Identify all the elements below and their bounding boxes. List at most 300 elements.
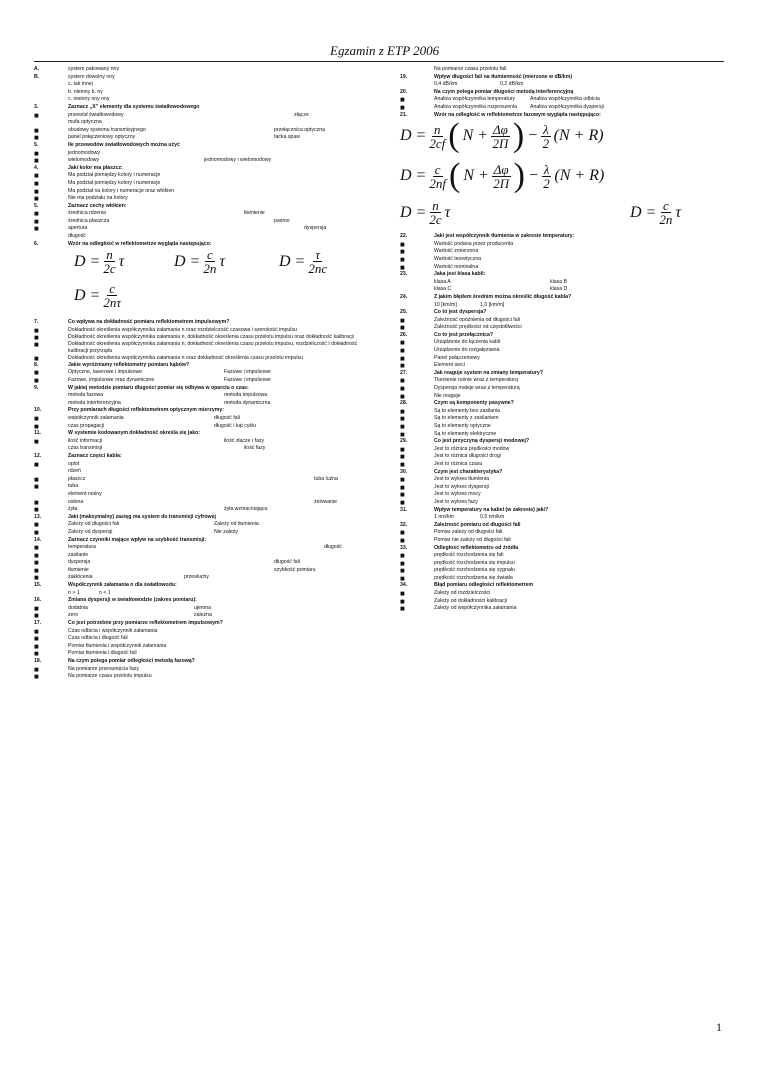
question-line <box>34 319 372 327</box>
item-text: Są to elementy optyczne <box>434 423 491 429</box>
item-marker: ■ <box>400 347 405 355</box>
answer-line <box>34 341 372 355</box>
item-text-col2: Fazowe i impulsowe <box>224 369 271 376</box>
answer-line <box>34 423 372 431</box>
item-text: czas transmisji <box>68 445 103 452</box>
item-marker: ■ <box>400 263 405 272</box>
item-marker: ■ <box>34 483 39 491</box>
answer-line <box>34 438 372 446</box>
phase-formula-1: D = $\frac{n}{2cf}$ ( N + $\frac{\Delta\varphi}{2\Pi}$ ) − $\frac{\lambda}{2}$ (N + R) <box>400 117 604 155</box>
item-marker: ■ <box>34 551 39 560</box>
question-line <box>400 309 738 317</box>
answer-line <box>34 415 372 423</box>
answer-line <box>400 81 738 89</box>
item-marker: 17. <box>34 620 42 627</box>
question-line <box>400 74 738 82</box>
item-text: długość <box>68 233 86 240</box>
answer-line <box>34 483 372 491</box>
answer-line <box>400 537 738 545</box>
answer-line <box>34 195 372 203</box>
answer-line <box>400 96 738 104</box>
answer-line <box>400 355 738 363</box>
item-marker: ■ <box>34 149 39 158</box>
item-marker: ■ <box>34 369 39 378</box>
answer-line <box>400 415 738 423</box>
item-text: Wpływ temperatury na kabel (w zakresie) jaki? <box>434 506 549 513</box>
answer-line <box>34 66 372 74</box>
item-text-col2: zależna <box>194 612 212 619</box>
question-line <box>34 362 372 370</box>
question-line <box>34 582 372 590</box>
item-text: Wartość zmierzona <box>434 248 479 255</box>
item-text-col2: Nie zależy <box>214 528 238 535</box>
question-line <box>34 597 372 605</box>
item-marker: ■ <box>400 552 405 560</box>
answer-line <box>400 256 738 264</box>
item-text-col2: tłumienie <box>244 210 265 217</box>
item-marker: ■ <box>34 437 39 446</box>
item-text: obudowy systemu transmisyjnego <box>68 126 146 133</box>
item-marker: 30. <box>400 468 408 475</box>
item-marker: ■ <box>400 354 405 363</box>
item-text: rdzeń <box>68 468 81 475</box>
answer-line <box>34 567 372 575</box>
item-text: Co to jest dyspersja? <box>434 309 487 316</box>
answer-line <box>34 327 372 334</box>
item-marker: ■ <box>34 187 39 196</box>
item-text: Zależność pomiaru od długości fali <box>434 521 521 528</box>
answer-line <box>34 590 372 598</box>
item-text: Ma podział pomiędzy kolory i numeracje <box>68 172 161 179</box>
answer-line <box>34 605 372 613</box>
item-marker: ■ <box>400 574 405 583</box>
item-text: Jaka jest klasa kabli: <box>434 271 486 278</box>
item-text-col2: metoda dynamiczna <box>224 399 271 406</box>
answer-line <box>34 180 372 188</box>
item-marker: B. <box>34 73 40 80</box>
item-text: prędkość rozchodzenia się światła <box>434 574 513 581</box>
question-line <box>400 522 738 530</box>
item-text: prędkość rozchodzenia się fali <box>434 552 504 559</box>
item-marker: 15. <box>34 582 42 589</box>
item-marker: ■ <box>34 506 39 514</box>
answer-line <box>400 423 738 431</box>
item-text: Pomiar nie zależy od długości fali <box>434 536 511 543</box>
answer-line <box>34 355 372 362</box>
answer-line <box>400 339 738 347</box>
item-text: Optyczne, laserowe i impulsowe <box>68 369 143 376</box>
item-text: Co jest przyczyną dyspersji modowej? <box>434 438 530 445</box>
phase-formula-3: D = $\frac{n}{2c}$ τ D = $\frac{c}{2n}$ τ <box>400 198 682 228</box>
item-text: Zależy od rozdzielczości <box>434 590 491 597</box>
answer-line <box>400 104 738 112</box>
item-text: Na czym polega pomiar odległości metodą fazową? <box>68 658 195 664</box>
item-marker: 28. <box>400 400 408 407</box>
item-text: mufa optyczna <box>68 119 102 126</box>
item-marker: 19. <box>400 73 408 80</box>
item-text: n > 1 <box>68 589 80 596</box>
answer-line <box>34 127 372 135</box>
item-marker: ■ <box>34 673 39 681</box>
item-marker: 7. <box>34 319 39 326</box>
item-text: temperatura <box>68 544 96 551</box>
item-text-col2: klasa D <box>550 286 568 293</box>
item-text: Wartość podana przez producenta <box>434 240 514 247</box>
answer-line <box>400 324 738 332</box>
item-text-col2: tuba luźna <box>314 475 338 482</box>
answer-line <box>34 377 372 385</box>
question-line <box>34 430 372 438</box>
item-text: Błąd pomiaru odległości reflektometrem <box>434 582 534 589</box>
question-line <box>400 469 738 477</box>
item-marker: ■ <box>34 475 39 484</box>
item-text-col2: dyspersja <box>304 225 327 232</box>
item-text-col2: ujemna <box>194 604 212 611</box>
answer-line <box>34 74 372 82</box>
item-text: Wzór na odległość w reflektometrze wygląda następująco: <box>68 240 212 247</box>
answer-line <box>34 650 372 658</box>
answer-line <box>400 461 738 469</box>
item-text: Na czym polega pomiar długości metodą interferencyjną <box>434 88 574 95</box>
answer-line <box>34 461 372 469</box>
item-marker: ■ <box>400 103 405 112</box>
header-rule <box>34 61 724 62</box>
item-text: Czym są komponenty pasywne? <box>434 400 514 407</box>
item-marker: ■ <box>34 340 39 349</box>
question-line <box>400 89 738 97</box>
item-text-col2: długość <box>324 544 342 551</box>
item-marker: ■ <box>34 354 39 362</box>
item-text: Czym jest charakterystyka? <box>434 468 503 475</box>
item-text-col2: tacka spaw <box>274 134 300 141</box>
answer-line <box>34 673 372 681</box>
item-text: Jest to wykres dyspersji <box>434 483 489 490</box>
right-column <box>400 66 738 613</box>
item-marker: ■ <box>34 574 39 583</box>
answer-line <box>34 392 372 400</box>
item-marker: ■ <box>400 96 405 104</box>
answer-line <box>400 552 738 560</box>
item-text: Jest to wykres tłumienia <box>434 476 490 483</box>
item-text-col2: ilość fazy <box>244 445 266 452</box>
answer-line <box>34 96 372 104</box>
item-text: Jest to różnica czasu <box>434 460 483 467</box>
answer-line <box>34 635 372 643</box>
item-text: element nośny <box>68 490 102 497</box>
item-text-col2: długość fali <box>214 415 240 421</box>
item-text: tuba <box>68 483 79 490</box>
answer-line <box>400 484 738 492</box>
item-marker: 29. <box>400 438 408 445</box>
question-line <box>34 385 372 393</box>
question-line <box>34 658 372 666</box>
answer-line <box>34 225 372 233</box>
item-marker: 27. <box>400 369 408 376</box>
item-marker: ■ <box>34 111 39 120</box>
item-marker: ■ <box>34 521 39 529</box>
answer-line <box>400 286 738 294</box>
item-text: Pomiar tłumienia i długość fali <box>68 650 137 657</box>
item-text-col2: jednomodowy i wielomodowy <box>204 157 272 164</box>
formula-b: D = $\frac{c}{2n}$ τ <box>174 247 226 277</box>
question-line <box>34 537 372 545</box>
answer-line <box>34 150 372 158</box>
item-marker: ■ <box>400 453 405 461</box>
answer-line <box>400 590 738 598</box>
answer-line <box>34 666 372 674</box>
item-text: Na pomiarze czasu przelotu impulsu <box>68 673 152 680</box>
item-marker: ■ <box>400 483 405 492</box>
item-text: Ile przewodów światłowodowych można użyć <box>68 141 180 148</box>
item-text: Na pomiarze czasu przelotu fali <box>434 66 507 72</box>
item-marker: ■ <box>34 544 39 552</box>
item-text: żyła <box>68 506 78 513</box>
item-marker: ■ <box>34 650 39 658</box>
item-text: Odległość reflektometru od źródła <box>434 544 519 551</box>
item-marker: ■ <box>34 604 39 613</box>
item-marker: ■ <box>34 157 39 165</box>
answer-line <box>34 529 372 537</box>
item-text-col2: Fazowe i impulsowe <box>224 377 271 384</box>
item-text: Dokładność określenia współczynnika załamania n oraz dokładność określenia czasu przelotu impulsu <box>68 354 304 361</box>
item-marker: ■ <box>34 415 39 423</box>
question-line <box>400 400 738 408</box>
answer-line <box>34 574 372 582</box>
item-marker: ■ <box>34 126 39 135</box>
item-text-col2: metoda impulsowa <box>224 392 268 399</box>
answer-line <box>34 134 372 142</box>
item-marker: ■ <box>34 566 39 575</box>
answer-line <box>34 112 372 120</box>
item-marker: ■ <box>34 460 39 469</box>
item-marker: 6. <box>34 240 39 247</box>
question-line <box>400 582 738 590</box>
item-text: Jest to wykres mocy <box>434 491 481 498</box>
item-marker: ■ <box>400 491 405 499</box>
item-text: Urządzenie do łączenia kabli <box>434 339 501 346</box>
item-text: zakłócenia <box>68 574 93 581</box>
answer-line <box>400 362 738 370</box>
answer-line <box>400 453 738 461</box>
item-text: klasa C <box>434 286 452 293</box>
item-text-col2: ilość złącze i fazy <box>224 437 265 444</box>
item-marker: ■ <box>400 407 405 416</box>
formula-c: D = $\frac{\tau}{2nc}$ <box>279 247 328 277</box>
item-marker: ■ <box>34 217 39 226</box>
answer-line <box>34 119 372 127</box>
item-marker: ■ <box>400 324 405 332</box>
item-text: metoda interferencyjna <box>68 399 121 406</box>
item-text-col2: pasmo <box>274 217 290 224</box>
question-line <box>400 370 738 378</box>
item-marker: ■ <box>400 536 405 545</box>
item-marker: ■ <box>400 597 405 606</box>
item-text: Zaznacz czynniki mające wpływ na szybkość transmisji: <box>68 536 207 543</box>
item-text-col2: Zależy od tłumienia <box>214 521 259 528</box>
item-text: przewód światłowodowy <box>68 111 124 118</box>
answer-line <box>400 377 738 385</box>
item-text: Jest to różnica prędkości modów <box>434 445 510 452</box>
answer-line <box>34 544 372 552</box>
item-marker: ■ <box>400 392 405 401</box>
item-text: Zmiana dyspersji w światłowodzie (zakres pomiaru): <box>68 597 197 604</box>
answer-line <box>34 628 372 636</box>
item-text: Wartość nominalna <box>434 263 479 270</box>
item-text: 1 nm/km <box>434 514 454 521</box>
item-marker: ■ <box>400 255 405 264</box>
item-text: Czas odbicia i długość fali <box>68 635 128 642</box>
answer-line <box>400 476 738 484</box>
item-text: Co to jest przełącznica? <box>434 331 494 338</box>
item-marker: 20. <box>400 88 408 95</box>
item-text: tłumienie <box>68 566 89 573</box>
item-marker: ■ <box>34 172 39 180</box>
answer-line <box>400 575 738 583</box>
item-text-col2: żelowanie <box>314 498 338 505</box>
item-marker: 18. <box>34 658 42 664</box>
answer-line <box>400 529 738 537</box>
item-marker: ■ <box>34 635 39 643</box>
item-text: Dyspersja maleje wraz z temperaturą <box>434 385 520 392</box>
item-text: W systemie kodowanym dokładność określa się jako: <box>68 430 201 437</box>
item-text: Jest to wykres fazy <box>434 498 478 505</box>
answer-line <box>400 347 738 355</box>
item-text: Zaznacz „X” elementy dla systemu światłowodowego <box>68 103 200 110</box>
item-text: Panel połączeniowy <box>434 354 480 361</box>
distance-formula-d: D = $\frac{c}{2n\tau}$ <box>74 281 122 311</box>
item-text: Są to elementy elektryczne <box>434 430 497 437</box>
item-marker: 31. <box>400 506 408 513</box>
item-text-col2: Analiza współczynnika dyspersji <box>530 103 604 110</box>
item-text: płaszcz <box>68 475 86 482</box>
question-line <box>400 438 738 446</box>
item-marker: ■ <box>34 225 39 234</box>
question-line <box>400 507 738 515</box>
item-marker: ■ <box>34 195 39 203</box>
item-text: Dokładność określenia współczynnika załamania n, dokładność określenia czasu przelotu impulsu, rozdzielczość i dokładność kalibracji przyrządu <box>68 340 358 354</box>
question-line <box>34 142 372 150</box>
item-marker: ■ <box>400 240 405 249</box>
item-text: Ma podział na kolory i numeracje oraz włókien <box>68 187 175 194</box>
item-text: Zależność prędkości od częstotliwości <box>434 324 522 331</box>
item-text: apertura <box>68 225 88 232</box>
item-marker: ■ <box>400 377 405 386</box>
item-text: metoda fazowa <box>68 392 104 399</box>
answer-line <box>34 491 372 499</box>
item-text: jednomodowy <box>68 149 101 156</box>
answer-line <box>34 172 372 180</box>
item-text: średnica rdzenia <box>68 210 107 217</box>
item-text: Czas odbicia i współczynnik załamania <box>68 627 158 634</box>
item-text: Pomiar tłumienia i współczynnik załamania <box>68 642 167 649</box>
item-text: prędkość rozchodzenia się sygnału <box>434 567 515 574</box>
item-text: system dowolny nny <box>68 73 115 80</box>
answer-line <box>400 560 738 568</box>
question-line <box>400 332 738 340</box>
item-marker: ■ <box>400 498 405 507</box>
item-marker: 25. <box>400 309 408 316</box>
item-text: czas propagacji <box>68 422 105 429</box>
answer-line <box>400 264 738 272</box>
answer-line <box>34 369 372 377</box>
item-text: Jaki (maksymalny) zasięg ma system do transmisji cyfrowej <box>68 513 216 520</box>
item-marker: ■ <box>34 326 39 334</box>
item-text: Dokładność określenia współczynnika załamania n, dokładność określenia czasu przelotu impulsu oraz dokładność kalibracji <box>68 333 354 340</box>
answer-line <box>34 89 372 97</box>
answer-line <box>400 393 738 401</box>
item-text: wielomodowy <box>68 157 100 164</box>
item-marker: 5. <box>34 141 39 148</box>
answer-line <box>400 317 738 325</box>
item-marker: ■ <box>400 476 405 484</box>
item-marker: 12. <box>34 452 42 459</box>
item-text-col2: długość fali <box>274 559 300 566</box>
item-marker: 5. <box>34 202 39 209</box>
answer-line <box>34 506 372 514</box>
item-text: Fazowe, impulsowe oraz dynamiczne <box>68 377 155 384</box>
item-marker: ■ <box>400 567 405 575</box>
item-text-col2: żyła wzmacniająca <box>224 506 268 513</box>
page-title: Egzamin z ETP 2006 <box>330 43 440 58</box>
item-text: panel połączeniowy optyczny <box>68 134 136 141</box>
item-text: Dokładność określenia współczynnika załamania n oraz rozdzielczość czasowa i szerokość impulsu <box>68 326 297 333</box>
item-marker: ■ <box>400 423 405 431</box>
item-text: Współczynnik załamania n dla światłowodu: <box>68 582 177 589</box>
item-text: c. tak innej <box>68 81 93 88</box>
item-text: Zaznacz części kabla: <box>68 452 122 459</box>
item-text: Pomiar zależy od długości fali <box>434 529 503 536</box>
item-text: c. nieinny nny nny <box>68 96 110 103</box>
item-marker: 23. <box>400 271 408 278</box>
item-text: Urządzenie do rozgałęziania <box>434 347 500 354</box>
item-marker: 4. <box>34 164 39 171</box>
answer-line <box>400 605 738 613</box>
answer-line <box>34 81 372 89</box>
item-marker: ■ <box>400 248 405 256</box>
question-line <box>34 104 372 112</box>
item-text: Są to elementy bez zasilania <box>434 407 501 414</box>
answer-line <box>400 446 738 454</box>
item-text-col2: przesłuchy <box>184 574 209 581</box>
item-marker: 26. <box>400 331 408 338</box>
item-text: Zależy od współczynnika załamania <box>434 605 517 612</box>
item-text: Na pomiarze przesunięcia fazy <box>68 665 139 672</box>
item-marker: ■ <box>34 665 39 674</box>
item-text-col2: przełącznica optyczna <box>274 126 326 133</box>
item-text: Co jest potrzebne przy pomiarze reflektometrem impulsowym? <box>68 620 223 627</box>
item-text: Przy pomiarach długości reflektometrem optycznym mierzymy: <box>68 407 224 414</box>
item-text: b. nieinny b. ny <box>68 88 103 95</box>
item-marker: 32. <box>400 521 408 528</box>
answer-line <box>34 445 372 453</box>
question-line <box>34 165 372 173</box>
answer-line <box>34 400 372 408</box>
answer-line <box>400 499 738 507</box>
item-marker: ■ <box>400 559 405 568</box>
item-text-col2: 1,0 [km/m] <box>480 301 505 308</box>
item-text: oplot <box>68 460 80 467</box>
item-marker: ■ <box>34 528 39 537</box>
item-text: Zależy od dyspersji <box>68 528 113 535</box>
item-text: Zależy od dokładności kalibracji <box>434 597 507 604</box>
item-marker: ■ <box>34 377 39 385</box>
item-text: Zależność opóźnienia od długości fali <box>434 316 520 323</box>
item-marker: ■ <box>400 460 405 469</box>
question-line <box>34 620 372 628</box>
item-text: Nie ma podziału na kolory <box>68 195 128 202</box>
item-marker: ■ <box>34 422 39 431</box>
item-text: dodatnia <box>68 604 88 611</box>
